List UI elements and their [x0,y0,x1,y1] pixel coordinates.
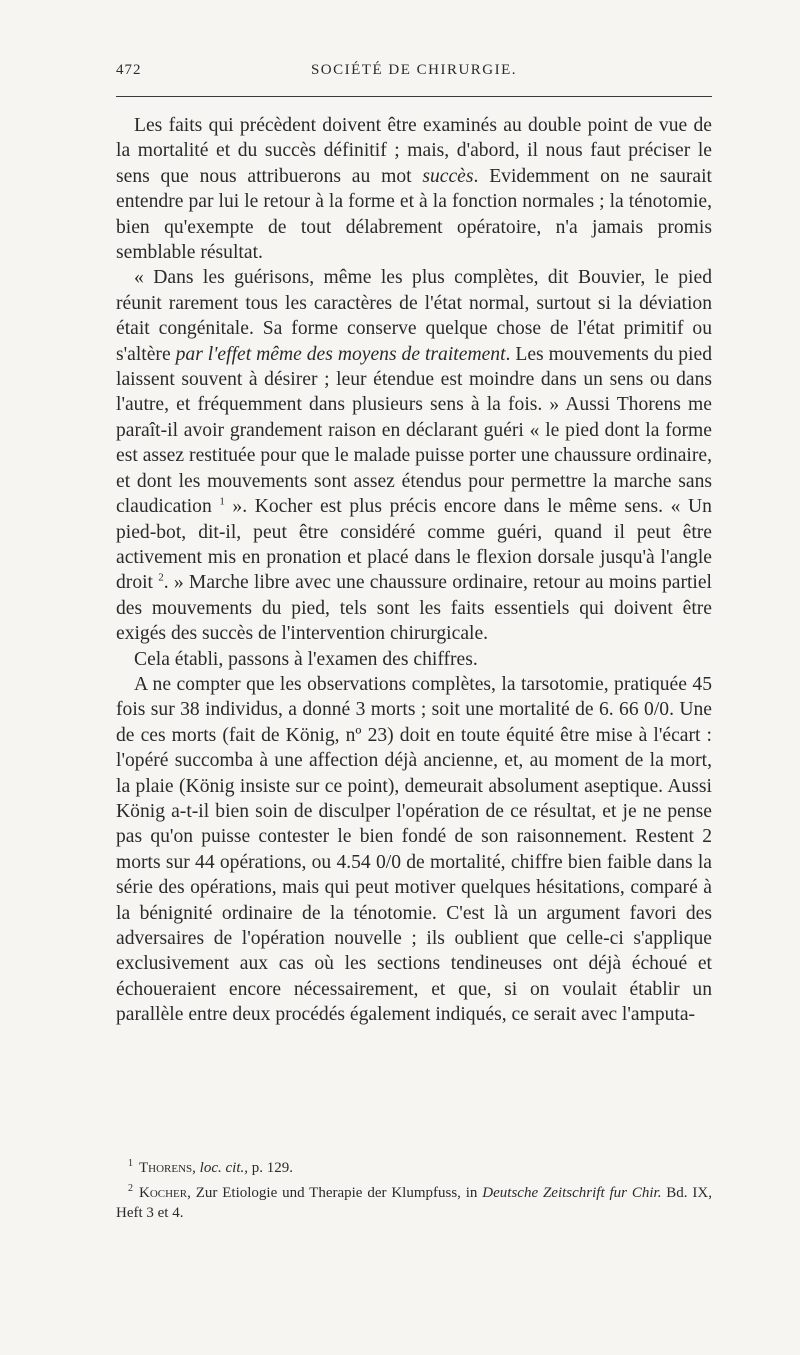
footnote-1: $^1$ Thorens, loc. cit., p. 129. [128,1158,293,1176]
paragraph-2: « Dans les guérisons, même les plus complètes, dit Bouvier, le pied réunit rarement tous les caractères de l'état normal, surtout si la déviation était congénitale. Sa forme conserve quelque chose de l'état primitif ou s'altère par l'effet même des moyens de traitement. Les mouvements du pied laissent souvent à désirer ; leur étendue est moindre dans un sens ou dans l'autre, et fréquemment dans plusieurs sens à la fois. » Aussi Thorens me paraît-il avoir grandement raison en déclarant guéri « le pied dont la forme est assez restituée pour que le malade puisse porter une chaussure ordinaire, et dont les mouvements sont assez étendus pour permettre la marche sans claudication $^1$ ». Kocher est plus précis encore dans le même sens. « Un pied-bot, dit-il, peut être considéré comme guéri, quand il peut être activement mis en pronation et placé dans le flexion dorsale jusqu'à l'angle droit $^2$. » Marche libre avec une chaussure ordinaire, retour au moins partiel des mouvements du pied, tels sont les faits essentiels qui doivent être exigés des succès de l'intervention chirurgicale. [116,267,712,645]
paragraph-4: A ne compter que les observations complètes, la tarsotomie, pratiquée 45 fois sur 38 individus, a donné 3 morts ; soit une mortalité de 6. 66 0/0. Une de ces morts (fait de König, nº 23) doit en toute équité être mise à l'écart : l'opéré succomba à une affection déjà ancienne, et, au moment de la mort, la plaie (König insiste sur ce point), demeurait absolument aseptique. Aussi König a-t-il bien soin de disculper l'opération de ce résultat, et je ne pense pas qu'on puisse contester le bien fondé de son raisonnement. Restent 2 morts sur 44 opérations, ou 4.54 0/0 de mortalité, chiffre bien faible dans la série des opérations, mais qui peut motiver quelques hésitations, comparé à la bénignité ordinaire de la ténotomie. C'est là un argument favori des adversaires de l'opération nouvelle ; ils oublient que celle-ci s'applique exclusivement aux cas où les sections tendineuses ont déjà échoué et échoueraient encore nécessairement, et que, si on voulait établir un parallèle entre deux procédés également indiqués, ce serait avec l'amputa- [116,673,712,1026]
page-header [116,62,712,86]
page-number: 472 [116,62,142,78]
running-head: SOCIÉTÉ DE CHIRURGIE. [310,62,518,78]
body-text [116,113,712,1028]
footnotes [116,1154,712,1224]
paragraph-3: Cela établi, passons à l'examen des chiffres. [134,648,478,670]
header-rule [116,96,712,97]
footnote-2: $^2$ Kocher, Zur Etiologie und Therapie der Klumpfuss, in Deutsche Zeitschrift fur Chir. Bd. IX, Heft 3 et 4. [116,1182,712,1221]
footnote-ref-2[interactable]: 2 [158,571,164,584]
paragraph-1: Les faits qui précèdent doivent être examinés au double point de vue de la mortalité et du succès définitif ; mais, d'abord, il nous faut préciser le sens que nous attribuerons au mot succès. Evidemment on ne saurait entendre par lui le retour à la forme et à la fonction normales ; la ténotomie, bien qu'exempte de tout délabrement opératoire, n'a jamais promis semblable résultat. [116,115,712,264]
footnote-ref-1[interactable]: 1 [219,495,225,508]
